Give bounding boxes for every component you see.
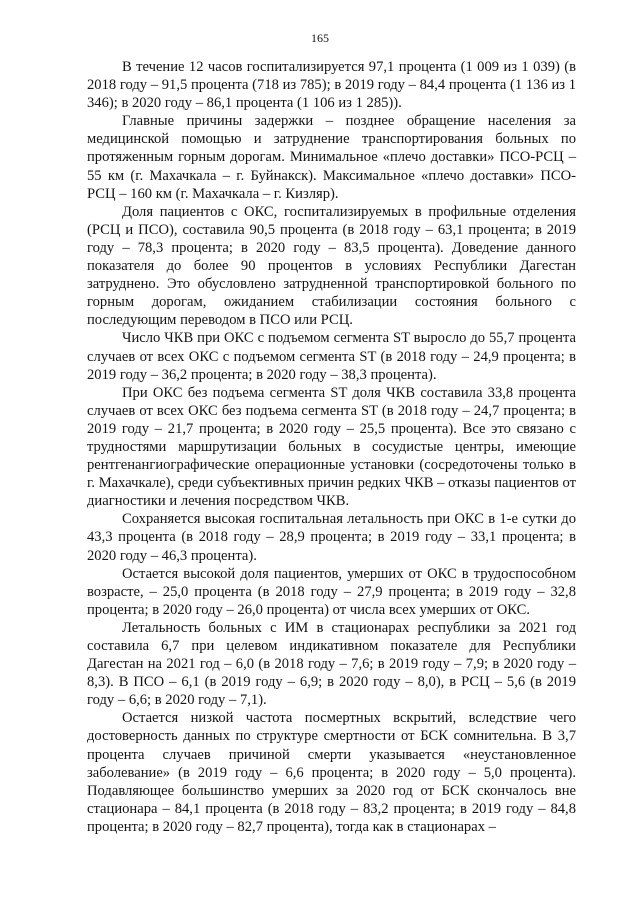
paragraph: Летальность больных с ИМ в стационарах республики за 2021 год составила 6,7 при целевом индикативном показателе для Республики Дагестан на 2021 год – 6,0 (в 2018 году – 7,6; в 2019 году – 7,9; в 2020 году – 8,3). В ПСО – 6,1 (в 2019 году – 6,9; в 2020 году – 8,0), в РСЦ – 5,6 (в 2019 году – 6,6; в 2020 году – 7,1). (87, 619, 576, 709)
paragraph: Главные причины задержки – позднее обращение населения за медицинской помощью и затруднение транспортирования больных по протяженным горным дорогам. Минимальное «плечо доставки» ПСО-РСЦ – 55 км (г. Махачкала – г. Буйнакск). Максимальное «плечо доставки» ПСО-РСЦ – 160 км (г. Махачкала – г. Кизляр). (87, 113, 576, 202)
paragraph: Остается высокой доля пациентов, умерших от ОКС в трудоспособном возрасте, – 25,0 процента (в 2018 году – 27,9 процента; в 2019 году – 32,8 процента; в 2020 году – 26,0 процента) от числа всех умерших от ОКС. (87, 565, 576, 618)
paragraph: Остается низкой частота посмертных вскрытий, вследствие чего достоверность данных по структуре смертности от БСК сомнительна. В 3,7 процента случаев причиной смерти указывается «неустановленное заболевание» (в 2019 году – 6,6 процента; в 2020 году – 5,0 процента). Подавляющее большинство умерших за 2020 год от БСК скончалось вне стационара – 84,1 процента (в 2018 году – 83,2 процента; в 2019 году – 84,8 процента; в 2020 году – 82,7 процента), тогда как в стационарах – (87, 710, 576, 835)
paragraph: Сохраняется высокая госпитальная летальность при ОКС в 1-е сутки до 43,3 процента (в 2018 году – 28,9 процента; в 2019 году – 33,1 процента; в 2020 году – 46,3 процента). (87, 511, 576, 564)
paragraph: Число ЧКВ при ОКС с подъемом сегмента ST выросло до 55,7 процента случаев от всех ОКС с подъемом сегмента ST (в 2018 году – 24,9 процента; в 2019 году – 36,2 процента; в 2020 году – 38,3 процента). (87, 330, 576, 383)
page-number: 165 (311, 31, 329, 45)
text-body (87, 58, 576, 836)
paragraph: Доля пациентов с ОКС, госпитализируемых в профильные отделения (РСЦ и ПСО), составила 90,5 процента (в 2018 году – 63,1 процента; в 2019 году – 78,3 процента; в 2020 году – 83,5 процента). Доведение данного показателя до более 90 процентов в условиях Республики Дагестан затруднено. Это обусловлено затрудненной транспортировкой больного по горным дорогам, ожиданием стабилизации состояния больного с последующим переводом в ПСО или РСЦ. (87, 203, 576, 329)
paragraph: В течение 12 часов госпитализируется 97,1 процента (1 009 из 1 039) (в 2018 году – 91,5 процента (718 из 785); в 2019 году – 84,4 процента (1 136 из 1 346); в 2020 году – 86,1 процента (1 106 из 1 285)). (87, 59, 576, 112)
paragraph: При ОКС без подъема сегмента ST доля ЧКВ составила 33,8 процента случаев от всех ОКС без подъема сегмента ST (в 2018 году – 24,7 процента; в 2019 году – 21,7 процента; в 2020 году – 25,5 процента). Все это связано с трудностями маршрутизации больных в сосудистые центры, имеющие рентгенангиографические операционные установки (сосредоточены только в г. Махачкале), среди субъективных причин редких ЧКВ – отказы пациентов от диагностики и лечения посредством ЧКВ. (87, 384, 576, 510)
